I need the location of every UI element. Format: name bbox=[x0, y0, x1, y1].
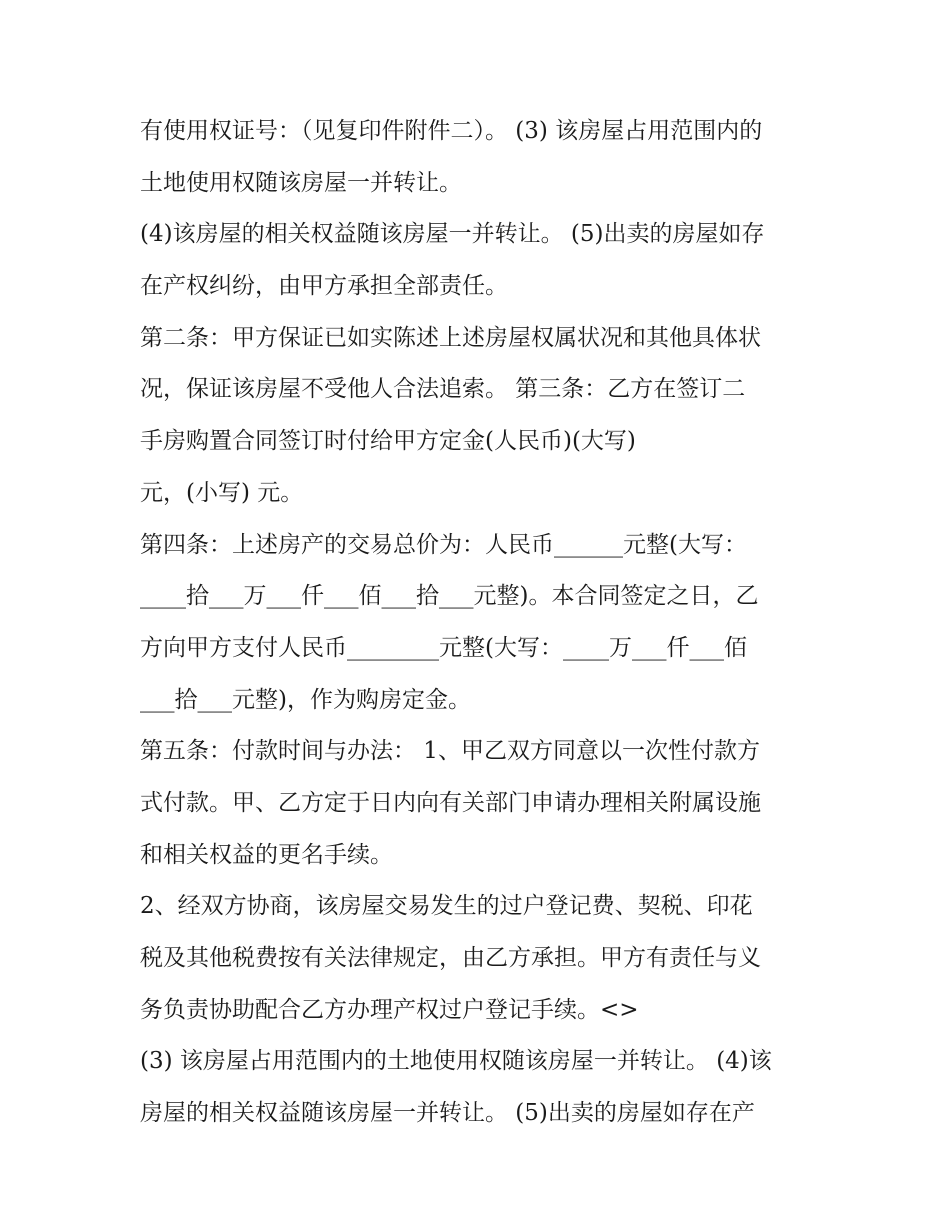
text-line-3: (4)该房屋的相关权益随该房屋一并转让。 (5)出卖的房屋如存 bbox=[140, 221, 765, 248]
text-line-16: 2、经双方协商，该房屋交易发生的过户登记费、契税、印花 bbox=[140, 893, 753, 920]
text-line-14: 式付款。甲、乙方定于日内向有关部门申请办理相关附属设施 bbox=[140, 789, 761, 816]
contract-text bbox=[140, 106, 820, 1140]
text-line-8: 元，(小写) 元。 bbox=[140, 479, 304, 506]
text-line-4: 在产权纠纷，由甲方承担全部责任。 bbox=[140, 273, 508, 300]
text-line-5: 第二条：甲方保证已如实陈述上述房屋权属状况和其他具体状 bbox=[140, 324, 761, 351]
text-line-20: 房屋的相关权益随该房屋一并转让。 (5)出卖的房屋如存在产 bbox=[140, 1100, 755, 1127]
text-line-1: 有使用权证号：（见复印件附件二）。 (3) 该房屋占用范围内的 bbox=[140, 118, 763, 144]
text-line-2: 土地使用权随该房屋一并转让。 bbox=[140, 169, 462, 196]
text-line-18: 务负责协助配合乙方办理产权过户登记手续。<> bbox=[140, 996, 639, 1023]
text-line-11: 方向甲方支付人民币________元整(大写：____万___仟___佰 bbox=[140, 634, 747, 661]
text-line-17: 税及其他税费按有关法律规定，由乙方承担。甲方有责任与义 bbox=[140, 945, 761, 971]
text-line-9: 第四条：上述房产的交易总价为：人民币______元整(大写： bbox=[140, 531, 747, 558]
text-line-7: 手房购置合同签订时付给甲方定金(人民币)(大写) bbox=[140, 428, 636, 455]
text-line-19: (3) 该房屋占用范围内的土地使用权随该房屋一并转让。 (4)该 bbox=[140, 1048, 772, 1075]
text-line-6: 况，保证该房屋不受他人合法追索。 第三条：乙方在签订二 bbox=[140, 376, 746, 403]
text-line-10: ____拾___万___仟___佰___拾___元整)。本合同签定之日，乙 bbox=[140, 583, 759, 610]
text-line-15: 和相关权益的更名手续。 bbox=[140, 841, 393, 868]
text-line-12: ___拾___元整)，作为购房定金。 bbox=[140, 686, 471, 713]
text-line-13: 第五条：付款时间与办法： 1、甲乙双方同意以一次性付款方 bbox=[140, 738, 760, 765]
